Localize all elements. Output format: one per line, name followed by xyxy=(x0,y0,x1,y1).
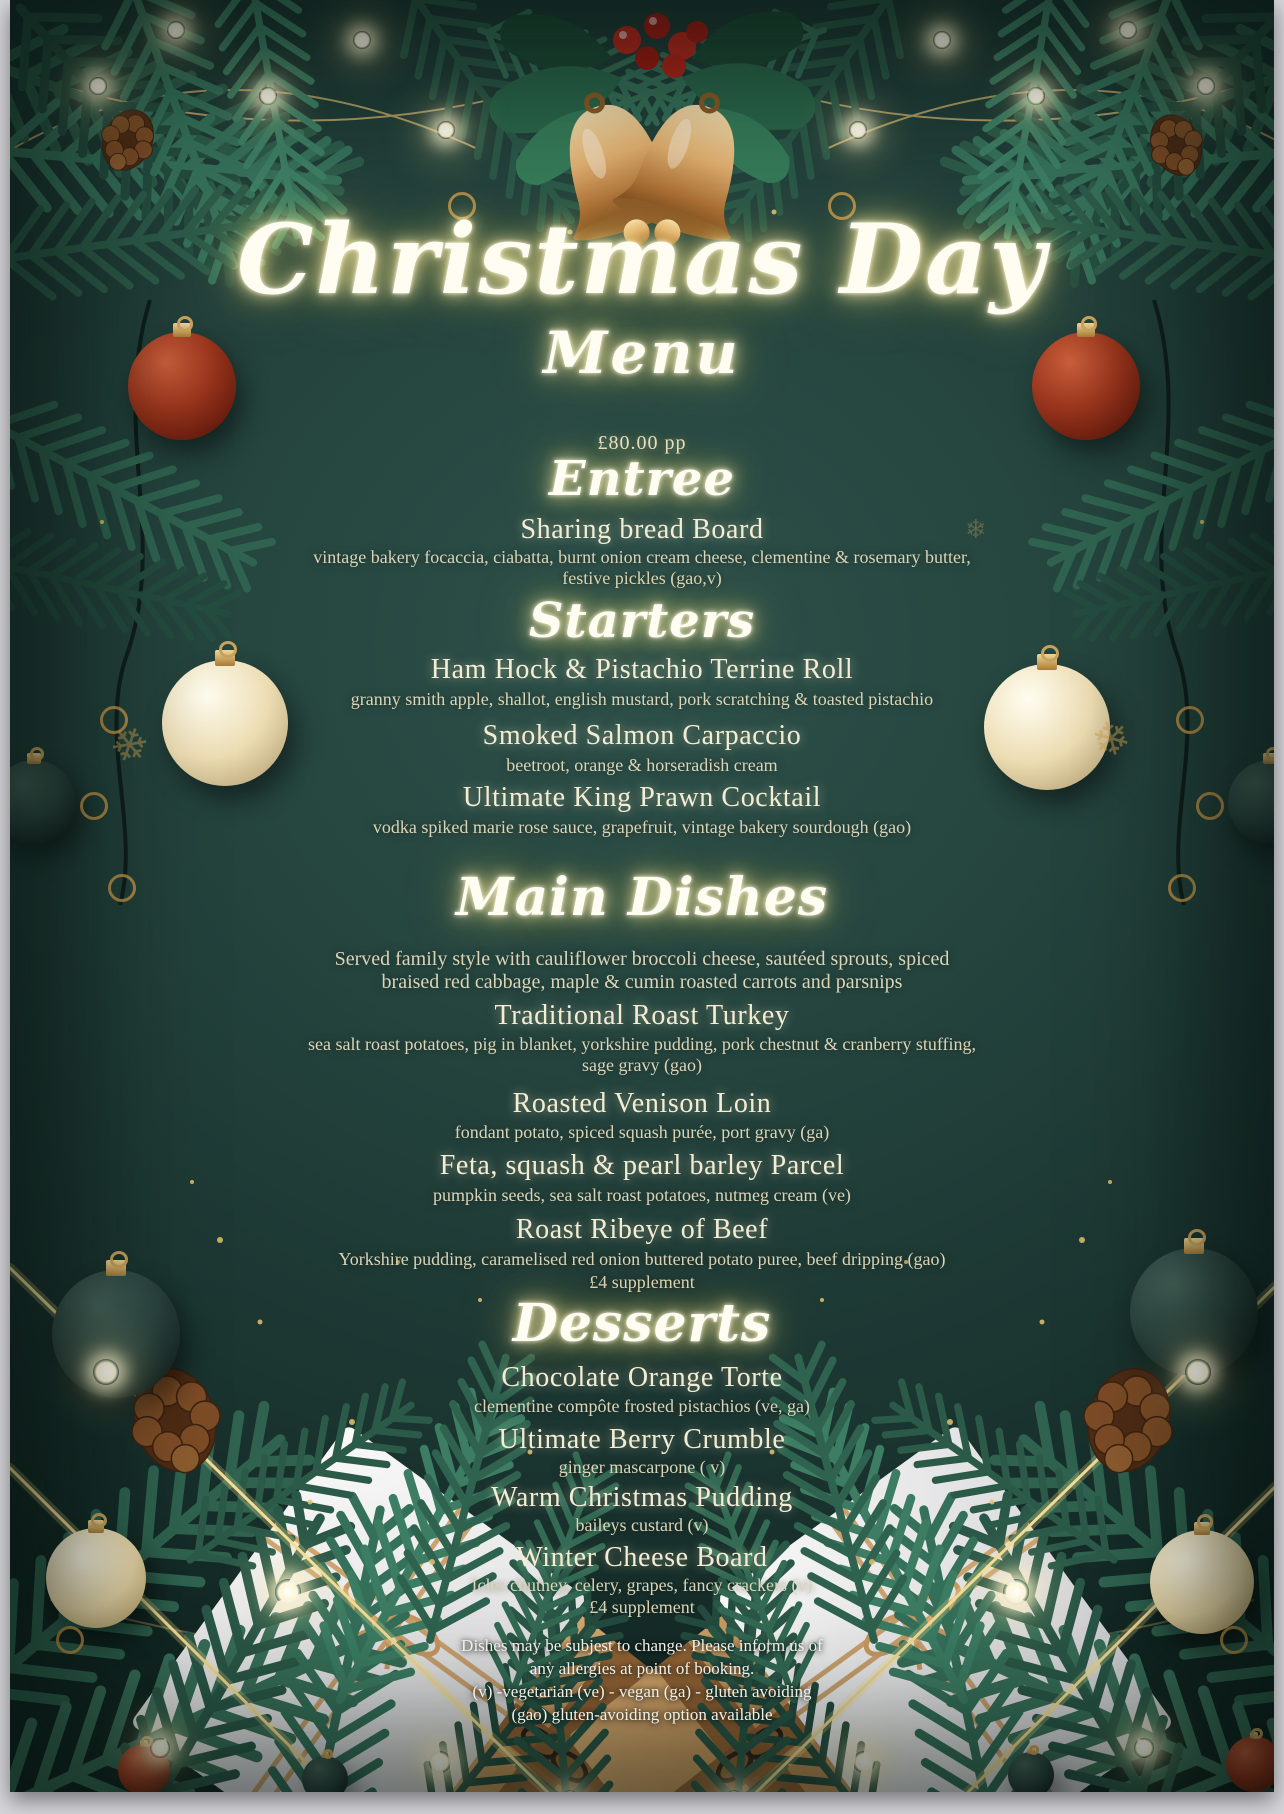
dish-description: Yorkshire pudding, caramelised red onion buttered potato puree, beef dripping (gao) xyxy=(338,1249,946,1269)
dish-description: vodka spiked marie rose sauce, grapefruit, vintage bakery sourdough (gao) xyxy=(372,817,912,837)
dish-name: Roasted Venison Loin xyxy=(512,1088,772,1119)
dish-name: Traditional Roast Turkey xyxy=(494,1000,790,1031)
section-heading-entree: Entree xyxy=(548,451,736,507)
dish-name: Ultimate Berry Crumble xyxy=(498,1424,786,1455)
dish-description: pumpkin seeds, sea salt roast potatoes, nutmeg cream (ve) xyxy=(433,1185,851,1205)
snowflake-icon: ❄ xyxy=(101,713,157,777)
dish-supplement: £4 supplement xyxy=(589,1272,695,1292)
dish-name: Winter Cheese Board xyxy=(516,1542,768,1573)
christmas-menu-poster xyxy=(10,0,1274,1792)
dish-description: vintage bakery focaccia, ciabatta, burnt onion cream cheese, clementine & rosemary butter, festive pickles (gao,v) xyxy=(313,547,971,588)
page-subtitle: Menu xyxy=(543,319,741,387)
dish-description: baileys custard (v) xyxy=(575,1515,709,1535)
footer-dietary-key-line: (gao) gluten-avoiding option available xyxy=(511,1705,773,1724)
dish-name: Feta, squash & pearl barley Parcel xyxy=(439,1150,845,1181)
dish-description: clementine compôte frosted pistachios (ve, ga) xyxy=(474,1396,810,1416)
snowflake-icon: ❄ xyxy=(965,515,987,545)
footer-notice-line: Dishes may be subjest to change. Please inform us of xyxy=(461,1636,823,1655)
section-intro: Served family style with cauliflower broccoli cheese, sautéed sprouts, spiced braised red cabbage, maple & cumin roasted carrots and parsnips xyxy=(334,948,950,993)
dish-name: Chocolate Orange Torte xyxy=(501,1362,783,1393)
section-heading-desserts: Desserts xyxy=(512,1293,772,1354)
dish-description: Icles chutney, celery, grapes, fancy crackers (v) xyxy=(471,1575,813,1595)
dish-description: ginger mascarpone ( v) xyxy=(558,1457,726,1477)
footer-notice-line: any allergies at point of booking. xyxy=(529,1659,755,1678)
page-title: Christmas Day xyxy=(236,203,1048,316)
section-heading-main-dishes: Main Dishes xyxy=(455,867,829,928)
dish-description: sea salt roast potatoes, pig in blanket, yorkshire pudding, pork chestnut & cranberry stuffing, sage gravy (gao) xyxy=(307,1034,977,1075)
dish-name: Smoked Salmon Carpaccio xyxy=(482,720,802,751)
footer-dietary-key-line: (v) -vegetarian (ve) - vegan (ga) - gluten avoiding xyxy=(472,1682,812,1701)
snowflake-icon: ❄ xyxy=(1085,707,1137,771)
dish-description: beetroot, orange & horseradish cream xyxy=(506,755,778,775)
section-heading-starters: Starters xyxy=(528,593,756,649)
dish-name: Roast Ribeye of Beef xyxy=(515,1214,769,1245)
dish-description: fondant potato, spiced squash purée, port gravy (ga) xyxy=(454,1122,830,1142)
dish-supplement: £4 supplement xyxy=(589,1597,695,1617)
dish-name: Ham Hock & Pistachio Terrine Roll xyxy=(430,654,854,685)
menu-content xyxy=(10,0,1274,1792)
dish-name: Ultimate King Prawn Cocktail xyxy=(462,782,822,813)
dish-name: Warm Christmas Pudding xyxy=(491,1482,793,1513)
price-per-person: £80.00 pp xyxy=(597,432,687,454)
dish-name: Sharing bread Board xyxy=(520,514,764,545)
dish-description: granny smith apple, shallot, english mustard, pork scratching & toasted pistachio xyxy=(350,689,934,709)
